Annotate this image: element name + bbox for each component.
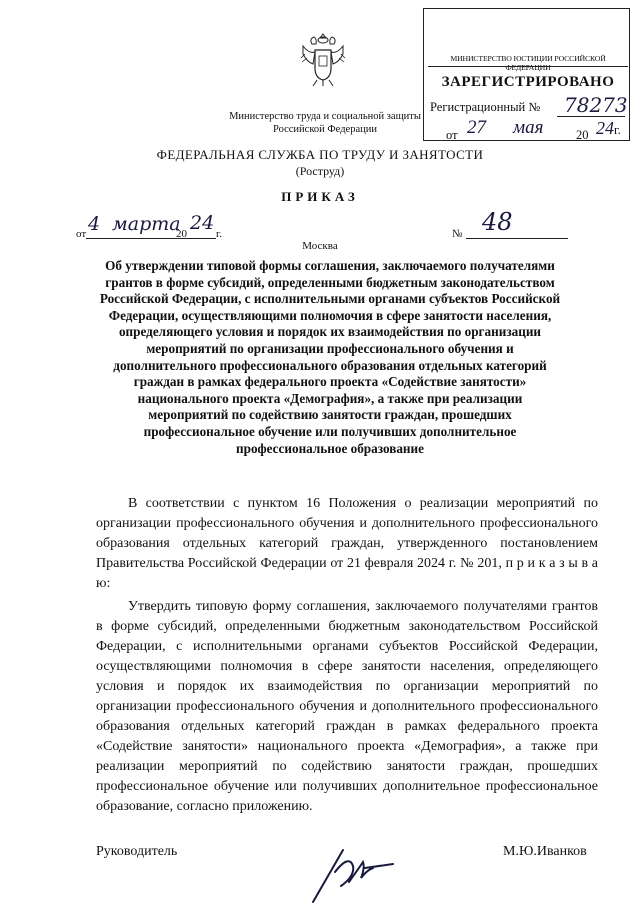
stamp-reg-number: 78273 (564, 93, 628, 117)
order-date-day: 4 (88, 213, 101, 235)
order-number: 48 (482, 208, 513, 236)
stamp-date-prefix: от (446, 128, 458, 142)
signer-role: Руководитель (96, 844, 178, 859)
order-number-label: № (452, 228, 463, 240)
body-paragraph-2: Утвердить типовую форму соглашения, заключаемого получателями грантов в форме субсидий, определенными бюджетным законодательством Российской Федерации, с исполнительными органами субъектов Российской Федерации, осуществляющими полномочия в сфере занятости населения, определяющего условия и порядок их взаимодействия по организации мероприятий по организации профессионального обучения и дополнительного профессионального образования отдельных категорий граждан в рамках федерального проекта «Содействие занятости» национального проекта «Демография», а также при реализации мероприятий по содействию занятости граждан, прошедших профессиональное обучение или получивших дополнительное профессиональное образование, согласно приложению. (96, 599, 598, 814)
stamp-date-month: мая (513, 117, 544, 138)
body-paragraph-1: В соответствии с пунктом 16 Положения о реализации мероприятий по организации профессионального обучения и дополнительного профессионального образования отдельных категорий граждан, утвержденного постановлением Правительства Российской Федерации от 21 февраля 2024 г. № 201, п р и к а з ы в а ю: (96, 496, 598, 591)
stamp-date-year-prefix: 20 (576, 128, 589, 142)
stamp-ministry: МИНИСТЕРСТВО ЮСТИЦИИ РОССИЙСКОЙ ФЕДЕРАЦИИ (450, 54, 606, 72)
order-title: ПРИКАЗ (281, 189, 359, 204)
service-short-name: (Роструд) (295, 164, 345, 178)
order-city: Москва (302, 240, 338, 252)
stamp-date-year-digits (596, 118, 621, 139)
ministry-line-1: Министерство труда и социальной защиты (229, 111, 421, 122)
order-number-underline (466, 238, 568, 239)
order-date-year-suffix: г. (216, 228, 223, 240)
stamp-reg-number-label: Регистрационный № (430, 100, 541, 114)
ministry-line-2: Российской Федерации (273, 124, 377, 135)
order-date-year-prefix: 20 (176, 228, 187, 240)
handwritten-signature-icon (305, 842, 403, 906)
service-name (60, 147, 580, 179)
order-date-underline (86, 238, 216, 239)
order-date-prefix: от (76, 228, 87, 240)
stamp-date-day: 27 (467, 117, 486, 138)
order-date-year-digits: 24 (190, 212, 215, 234)
order-date-month: марта (112, 213, 181, 235)
order-heading: Об утверждении типовой формы соглашения, заключаемого получателями грантов в форме субсидий, определенными бюджетным законодательством Российской Федерации, с исполнительными органами субъектов Российской Федерации, осуществляющими полномочия в сфере занятости населения, определяющего условия и порядок их взаимодействия по организации мероприятий по организации профессионального обучения и дополнительного профессионального образования отдельных категорий граждан в рамках федерального проекта «Содействие занятости» национального проекта «Демография», а также при реализации мероприятий по содействию занятости граждан, прошедших профессиональное обучение или получивших дополнительное профессиональное образование (99, 258, 561, 456)
signer-name: М.Ю.Иванков (503, 844, 587, 859)
stamp-registered: ЗАРЕГИСТРИРОВАНО (441, 74, 615, 90)
stamp-number-underline (557, 116, 625, 117)
stamp-date-year-suffix: г. (614, 123, 621, 137)
stamp-divider (428, 66, 628, 67)
coat-of-arms-icon (297, 30, 349, 88)
stamp-date-year-digits-text: 24 (596, 118, 614, 138)
service-full-name: ФЕДЕРАЛЬНАЯ СЛУЖБА ПО ТРУДУ И ЗАНЯТОСТИ (156, 147, 484, 162)
